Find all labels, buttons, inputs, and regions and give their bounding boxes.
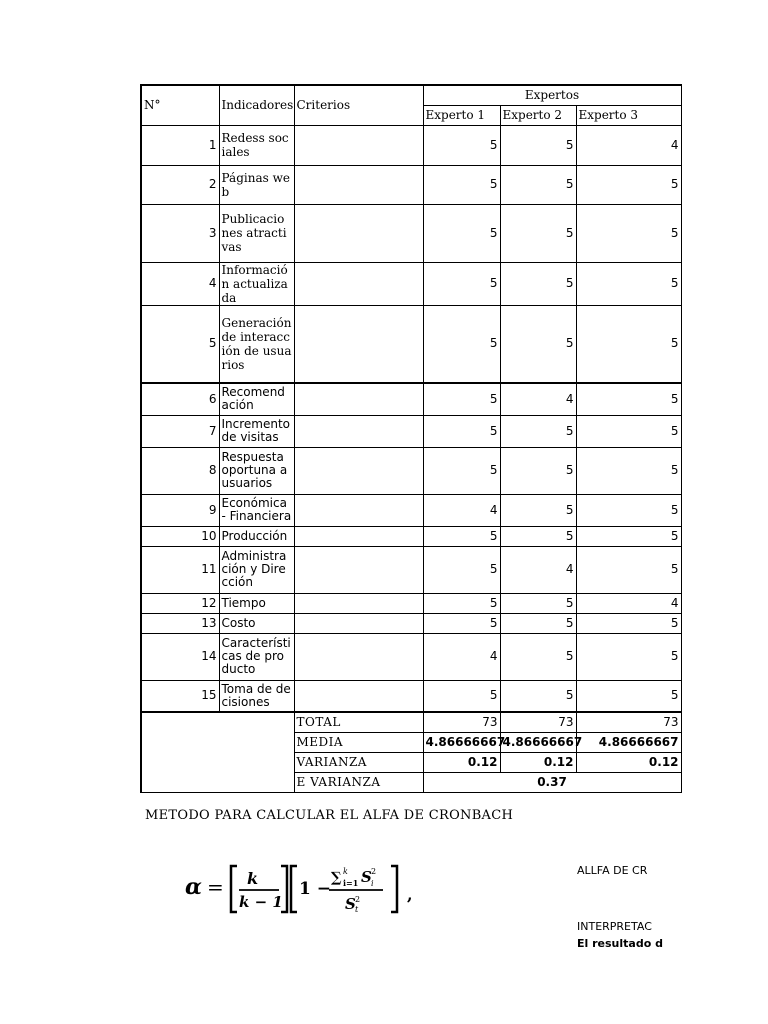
row-indicador: Características de producto — [219, 633, 294, 680]
total-experto-2-value: 73 — [500, 712, 576, 732]
method-title: METODO PARA CALCULAR EL ALFA DE CRONBACH — [145, 808, 514, 823]
row-number: 1 — [141, 125, 219, 165]
row-indicador: Recomendación — [219, 383, 294, 415]
row-criterio — [294, 165, 423, 204]
row-number: 11 — [141, 546, 219, 593]
row-indicador: Toma de decisiones — [219, 680, 294, 712]
row-number: 6 — [141, 383, 219, 415]
row-indicador: Información actualizada — [219, 262, 294, 305]
row-experto-1-value: 5 — [423, 613, 500, 633]
row-criterio — [294, 680, 423, 712]
row-experto-2-value: 5 — [500, 262, 576, 305]
svg-text:S: S — [345, 895, 356, 913]
svg-text:1 −: 1 − — [299, 879, 331, 899]
table-row — [141, 262, 681, 305]
header-indicadores: Indicadores — [219, 85, 294, 125]
table-row — [141, 204, 681, 262]
row-experto-1-value: 4 — [423, 633, 500, 680]
row-experto-2-value: 5 — [500, 305, 576, 383]
row-experto-1-value: 5 — [423, 383, 500, 415]
row-number: 15 — [141, 680, 219, 712]
media-label: MEDIA — [294, 732, 423, 752]
header-no: N° — [141, 85, 219, 125]
interpretacion-label: INTERPRETAC — [577, 920, 652, 933]
svg-text:i: i — [371, 879, 374, 888]
row-criterio — [294, 262, 423, 305]
row-experto-3-value: 5 — [576, 204, 681, 262]
row-experto-3-value: 4 — [576, 125, 681, 165]
row-experto-1-value: 5 — [423, 262, 500, 305]
table-row — [141, 165, 681, 204]
row-experto-2-value: 5 — [500, 613, 576, 633]
svg-text:2: 2 — [355, 895, 361, 904]
svg-text:i=1: i=1 — [343, 878, 359, 888]
row-indicador: Tiempo — [219, 593, 294, 613]
total-label: TOTAL — [294, 712, 423, 732]
row-experto-1-value: 5 — [423, 305, 500, 383]
row-experto-3-value: 5 — [576, 383, 681, 415]
table-row — [141, 415, 681, 447]
row-experto-2-value: 5 — [500, 204, 576, 262]
table-row — [141, 305, 681, 383]
varianza-label: VARIANZA — [294, 752, 423, 772]
header-experto-2: Experto 2 — [500, 105, 576, 125]
row-number: 10 — [141, 526, 219, 546]
row-criterio — [294, 204, 423, 262]
row-experto-2-value: 5 — [500, 680, 576, 712]
svg-text:,: , — [407, 885, 413, 904]
row-experto-1-value: 5 — [423, 546, 500, 593]
header-experto-1: Experto 1 — [423, 105, 500, 125]
summary-row-total — [141, 712, 681, 732]
cronbach-formula-image — [185, 860, 475, 916]
svg-text:2: 2 — [371, 867, 377, 876]
row-criterio — [294, 633, 423, 680]
table-row — [141, 680, 681, 712]
row-experto-2-value: 5 — [500, 415, 576, 447]
row-experto-2-value: 5 — [500, 447, 576, 494]
row-experto-1-value: 5 — [423, 680, 500, 712]
row-experto-3-value: 5 — [576, 165, 681, 204]
row-experto-2-value: 5 — [500, 526, 576, 546]
row-number: 9 — [141, 494, 219, 526]
row-experto-3-value: 5 — [576, 494, 681, 526]
row-criterio — [294, 125, 423, 165]
svg-text:α: α — [185, 874, 202, 900]
alfa-label: ALLFA DE CR — [577, 864, 648, 877]
row-experto-1-value: 5 — [423, 204, 500, 262]
row-number: 5 — [141, 305, 219, 383]
row-experto-2-value: 4 — [500, 383, 576, 415]
row-criterio — [294, 415, 423, 447]
row-experto-1-value: 5 — [423, 593, 500, 613]
total-experto-1-value: 73 — [423, 712, 500, 732]
table-row — [141, 613, 681, 633]
row-indicador: Económica - Financiera — [219, 494, 294, 526]
row-number: 2 — [141, 165, 219, 204]
row-indicador: Respuesta oportuna a usuarios — [219, 447, 294, 494]
row-experto-3-value: 5 — [576, 262, 681, 305]
row-experto-3-value: 4 — [576, 593, 681, 613]
row-number: 12 — [141, 593, 219, 613]
row-experto-3-value: 5 — [576, 415, 681, 447]
row-experto-1-value: 4 — [423, 494, 500, 526]
summary-blank-cell — [141, 712, 294, 792]
media-experto-3-value: 4.86666667 — [576, 732, 681, 752]
row-number: 7 — [141, 415, 219, 447]
table-row — [141, 633, 681, 680]
media-experto-1-value: 4.86666667 — [423, 732, 500, 752]
media-experto-2-value: 4.86666667 — [500, 732, 576, 752]
svg-text:t: t — [355, 905, 359, 914]
total-experto-3-value: 73 — [576, 712, 681, 732]
row-criterio — [294, 526, 423, 546]
row-indicador: Generación de interacción de usuarios — [219, 305, 294, 383]
row-criterio — [294, 383, 423, 415]
row-indicador: Costo — [219, 613, 294, 633]
row-experto-1-value: 5 — [423, 165, 500, 204]
header-expertos: Expertos — [423, 85, 681, 105]
row-experto-3-value: 5 — [576, 613, 681, 633]
resultado-text: El resultado d — [577, 937, 663, 950]
experts-table — [140, 84, 682, 793]
row-experto-2-value: 5 — [500, 593, 576, 613]
row-number: 14 — [141, 633, 219, 680]
row-indicador: Producción — [219, 526, 294, 546]
row-indicador: Páginas web — [219, 165, 294, 204]
row-number: 13 — [141, 613, 219, 633]
row-number: 4 — [141, 262, 219, 305]
row-criterio — [294, 593, 423, 613]
row-criterio — [294, 613, 423, 633]
svg-text:k − 1: k − 1 — [239, 893, 283, 911]
row-experto-2-value: 5 — [500, 165, 576, 204]
svg-text:k: k — [247, 869, 259, 888]
table-row — [141, 494, 681, 526]
row-experto-2-value: 5 — [500, 633, 576, 680]
row-experto-1-value: 5 — [423, 125, 500, 165]
row-indicador: Incremento de visitas — [219, 415, 294, 447]
row-experto-2-value: 5 — [500, 125, 576, 165]
row-experto-2-value: 4 — [500, 546, 576, 593]
row-experto-3-value: 5 — [576, 526, 681, 546]
row-experto-1-value: 5 — [423, 447, 500, 494]
row-number: 3 — [141, 204, 219, 262]
varianza-experto-3-value: 0.12 — [576, 752, 681, 772]
svg-text:S: S — [361, 868, 372, 886]
row-experto-3-value: 5 — [576, 305, 681, 383]
row-criterio — [294, 494, 423, 526]
row-indicador: Administración y Dirección — [219, 546, 294, 593]
svg-text:∑: ∑ — [331, 870, 342, 886]
header-experto-3: Experto 3 — [576, 105, 681, 125]
varianza-experto-2-value: 0.12 — [500, 752, 576, 772]
row-experto-3-value: 5 — [576, 447, 681, 494]
row-experto-3-value: 5 — [576, 633, 681, 680]
row-experto-1-value: 5 — [423, 526, 500, 546]
row-number: 8 — [141, 447, 219, 494]
row-criterio — [294, 305, 423, 383]
svg-text:=: = — [207, 875, 224, 899]
svg-text:k: k — [343, 867, 348, 876]
table-row — [141, 593, 681, 613]
e-varianza-label: E VARIANZA — [294, 772, 423, 792]
table-row — [141, 125, 681, 165]
row-indicador: Publicaciones atractivas — [219, 204, 294, 262]
table-row — [141, 383, 681, 415]
row-experto-2-value: 5 — [500, 494, 576, 526]
table-row — [141, 546, 681, 593]
e-varianza-value: 0.37 — [423, 772, 681, 792]
row-indicador: Redess sociales — [219, 125, 294, 165]
table-row — [141, 447, 681, 494]
table-row — [141, 526, 681, 546]
row-experto-3-value: 5 — [576, 546, 681, 593]
row-experto-3-value: 5 — [576, 680, 681, 712]
varianza-experto-1-value: 0.12 — [423, 752, 500, 772]
row-criterio — [294, 546, 423, 593]
row-criterio — [294, 447, 423, 494]
row-experto-1-value: 5 — [423, 415, 500, 447]
header-criterios: Criterios — [294, 85, 423, 125]
